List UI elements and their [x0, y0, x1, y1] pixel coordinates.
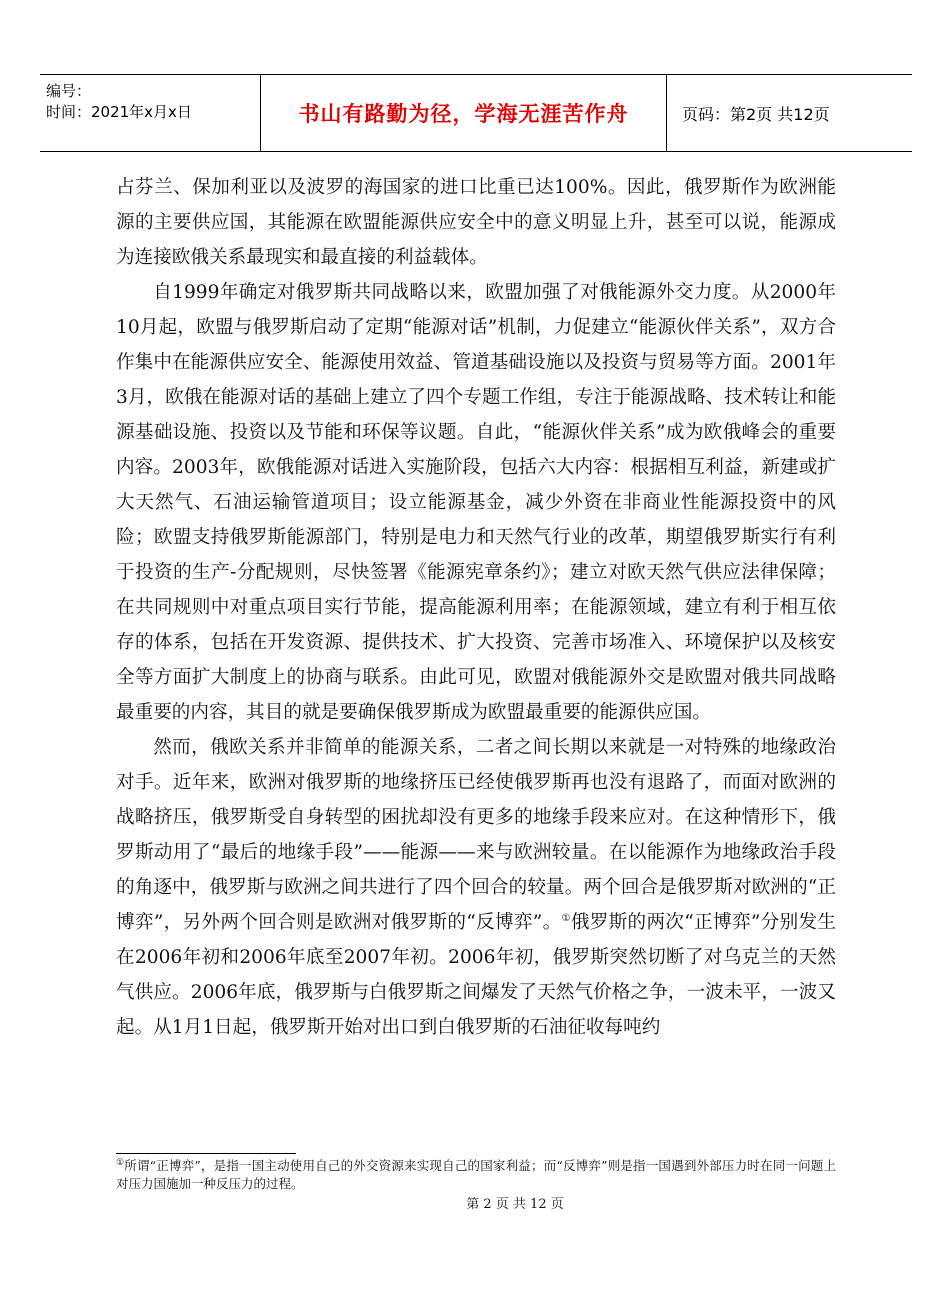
footnote-separator — [116, 1153, 296, 1154]
footnote — [116, 1157, 836, 1193]
document-time-label: 时间：2021年x月x日 — [46, 103, 192, 121]
header-divider — [666, 75, 667, 151]
header-page-info: 页码：第2页 共12页 — [682, 104, 830, 124]
page-footer: 第 2 页 共 12 页 — [466, 1197, 564, 1212]
document-number-label: 编号： — [46, 82, 92, 100]
footnote-text: 所谓“正博弈”，是指一国主动使用自己的外交资源来实现自己的国家利益；而“反博弈”则是指一国遇到外部压力时在同一问题上对压力国施加一种反压力的过程。 — [116, 1158, 836, 1191]
paragraph-text: 俄罗斯的两次“正博弈”分别发生在2006年初和2006年底至2007年初。2006年初，俄罗斯突然切断了对乌克兰的天然气供应。2006年底，俄罗斯与白俄罗斯之间爆发了天然气价格之争，一波未平，一波又起。从1月1日起，俄罗斯开始对出口到白俄罗斯的石油征收每吨约 — [116, 912, 837, 1038]
footnote-reference[interactable]: ① — [561, 912, 571, 924]
paragraph: 自1999年确定对俄罗斯共同战略以来，欧盟加强了对俄能源外交力度。从2000年10月起，欧盟与俄罗斯启动了定期“能源对话”机制，力促建立“能源伙伴关系”，双方合作集中在能源供应安全、能源使用效益、管道基础设施以及投资与贸易等方面。2001年3月，欧俄在能源对话的基础上建立了四个专题工作组，专注于能源战略、技术转让和能源基础设施、投资以及节能和环保等议题。自此，“能源伙伴关系”成为欧俄峰会的重要内容。2003年，欧俄能源对话进入实施阶段，包括六大内容：根据相互利益，新建或扩大天然气、石油运输管道项目；设立能源基金，减少外资在非商业性能源投资中的风险；欧盟支持俄罗斯能源部门，特别是电力和天然气行业的改革，期望俄罗斯实行有利于投资的生产-分配规则，尽快签署《能源宪章条约》；建立对欧天然气供应法律保障；在共同规则中对重点项目实行节能，提高能源利用率；在能源领域，建立有利于相互依存的体系，包括在开发资源、提供技术、扩大投资、完善市场准入、环境保护以及核安全等方面扩大制度上的协商与联系。由此可见，欧盟对俄能源外交是欧盟对俄共同战略最重要的内容，其目的就是要确保俄罗斯成为欧盟最重要的能源供应国。 — [116, 282, 836, 723]
page-header — [40, 74, 912, 152]
paragraph — [116, 730, 836, 1045]
footnote-marker: ① — [116, 1157, 125, 1168]
paragraph: 占芬兰、保加利亚以及波罗的海国家的进口比重已达100%。因此，俄罗斯作为欧洲能源的主要供应国，其能源在欧盟能源供应安全中的意义明显上升，甚至可以说，能源成为连接欧俄关系最现实和最直接的利益载体。 — [116, 177, 836, 268]
header-motto: 书山有路勤为径，学海无涯苦作舟 — [298, 102, 629, 126]
header-meta — [46, 81, 256, 123]
paragraph-text: 然而，俄欧关系并非简单的能源关系，二者之间长期以来就是一对特殊的地缘政治对手。近年来，欧洲对俄罗斯的地缘挤压已经使俄罗斯再也没有退路了，而面对欧洲的战略挤压，俄罗斯受自身转型的困扰却没有更多的地缘手段来应对。在这种情形下，俄罗斯动用了“最后的地缘手段”——能源——来与欧洲较量。在以能源作为地缘政治手段的角逐中，俄罗斯与欧洲之间共进行了四个回合的较量。两个回合是俄罗斯对欧洲的“正博弈”，另外两个回合则是欧洲对俄罗斯的“反博弈”。 — [116, 737, 836, 933]
document-body — [116, 170, 836, 1045]
